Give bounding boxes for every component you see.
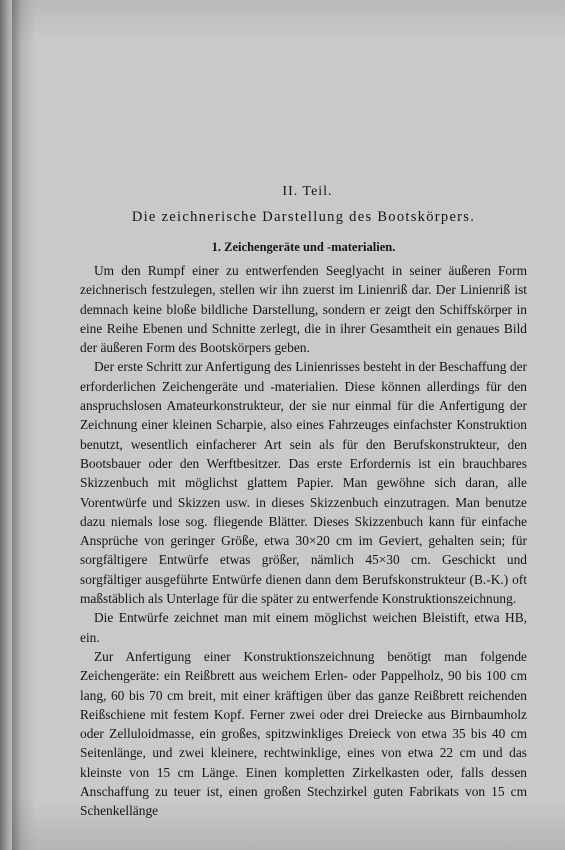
- part-title: II. Teil.: [282, 184, 333, 199]
- paragraph-1: Um den Rumpf einer zu entwerfenden Seeglyacht in seiner äußeren Form zeichnerisch festzulegen, stellen wir ihn zuerst im Linienriß dar. Der Linienriß ist demnach keine bloße bildliche Darstellung, sondern er zeigt den Schiffskörper in eine Reihe Ebenen und Schnitte zerlegt, die in ihrer Gesamtheit ein genaues Bild der äußeren Form des Bootskörpers geben.: [80, 263, 527, 356]
- chapter-title: Die zeichnerische Darstellung des Bootskörpers.: [131, 209, 476, 225]
- paragraph-3: Die Entwürfe zeichnet man mit einem möglichst weichen Bleistift, etwa HB, ein.: [80, 610, 527, 645]
- section-title: 1. Zeichengeräte und -materialien.: [211, 240, 396, 254]
- page-text-block: [80, 183, 527, 821]
- paragraph-4: Zur Anfertigung einer Konstruktionszeichnung benötigt man folgende Zeichengeräte: ein Reißbrett aus weichem Erlen- oder Pappelholz, 90 bis 100 cm lang, 60 bis 70 cm breit, mit einer kräftigen über das ganze Reißbrett reichenden Reißschiene mit festem Kopf. Ferner zwei oder drei Dreiecke aus Birnbaumholz oder Zelluloidmasse, ein großes, spitzwinkliges Dreieck von etwa 35 bis 40 cm Seitenlänge, und zwei kleinere, rechtwinklige, eines von etwa 22 cm und das kleinste von 15 cm Länge. Einen kompletten Zirkelkasten oder, falls dessen Anschaffung zu teuer ist, einen großen Stechzirkel guten Fabrikats von 15 cm Schenkellänge: [80, 648, 527, 819]
- paragraph-2: Der erste Schritt zur Anfertigung des Linienrisses besteht in der Beschaffung der erforderlichen Zeichengeräte und -materialien. Diese können allerdings für den anspruchslosen Amateurkonstrukteur, der sie nur einmal für die Anfertigung der Zeichnung einer kleinen Scharpie, also eines Fahrzeuges einfachster Konstruktion benutzt, wesentlich einfacherer Art sein als für den Berufskonstrukteur, den Bootsbauer oder den Werftbesitzer. Das erste Erfordernis ist ein brauchbares Skizzenbuch mit möglichst glattem Papier. Man gewöhne sich daran, alle Vorentwürfe und Skizzen usw. in dieses Skizzenbuch einzutragen. Man benutze dazu niemals lose sog. fliegende Blätter. Dieses Skizzenbuch kann für einfache Ansprüche von geringer Größe, etwa 30×20 cm im Geviert, gehalten sein; für sorgfältigere Entwürfe etwas größer, nämlich 45×30 cm. Geschickt und sorgfältiger ausgeführte Entwürfe dienen dann dem Berufskonstrukteur (B.-K.) oft maßstäblich als Unterlage für die später zu entwerfende Konstruktionszeichnung.: [80, 359, 527, 607]
